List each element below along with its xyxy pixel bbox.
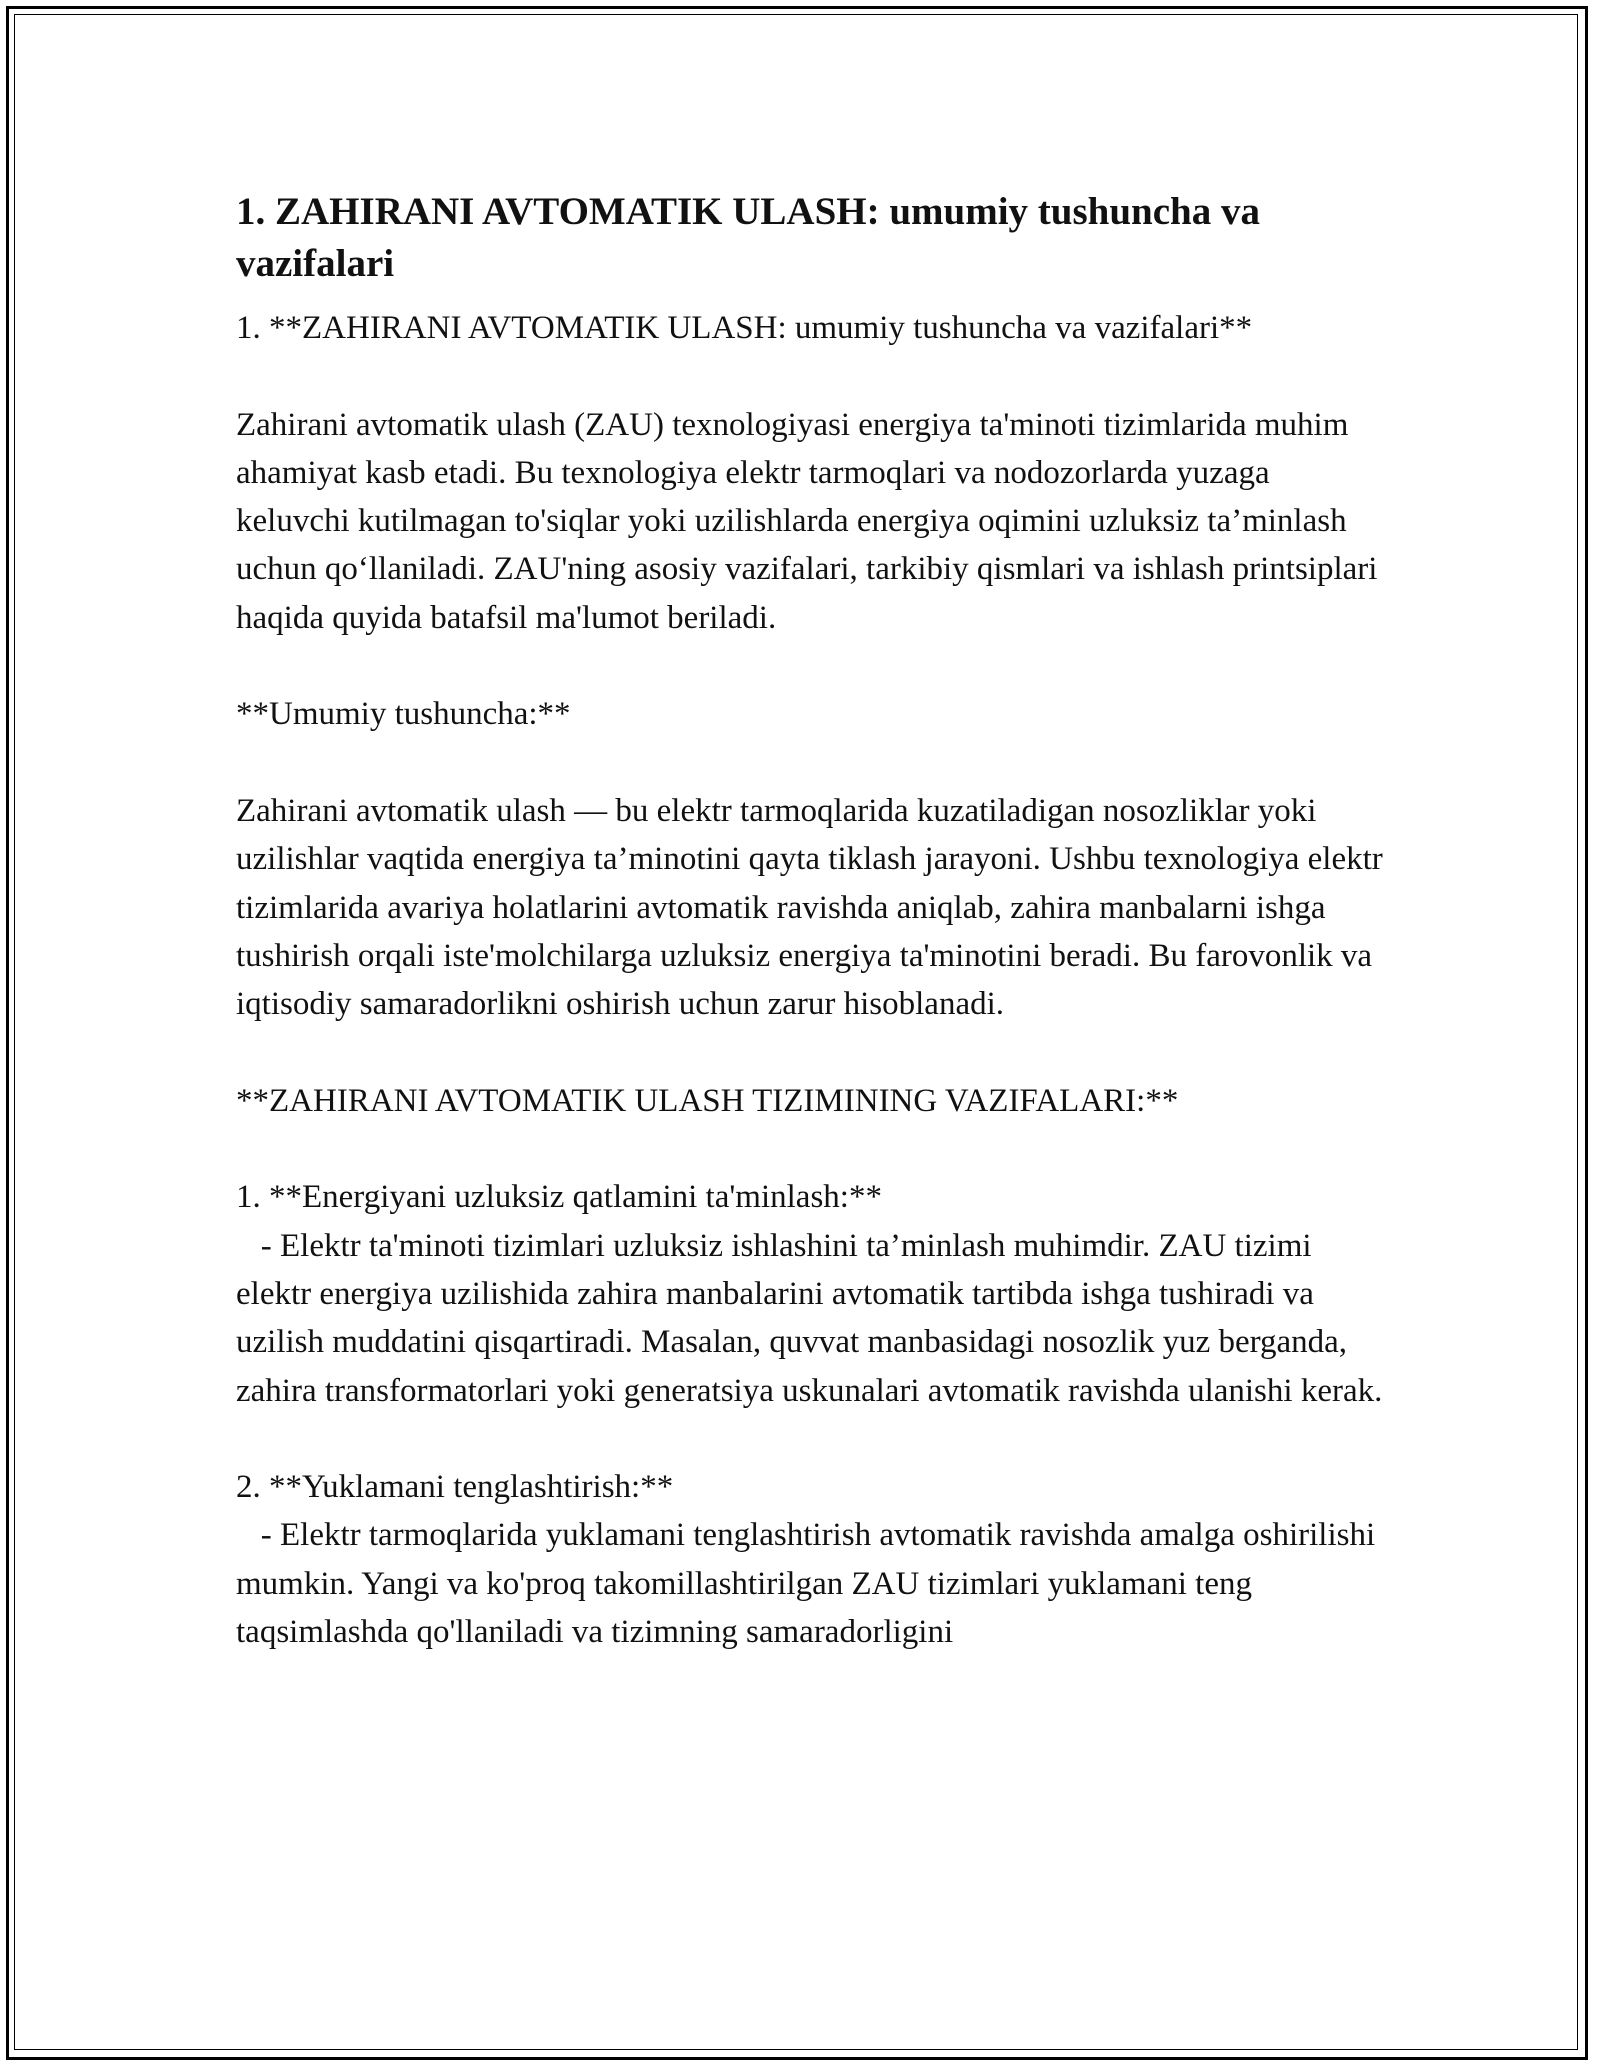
paragraph-general-concept: Zahirani avtomatik ulash — bu elektr tarmoqlarida kuzatiladigan nosozliklar yoki uzilishlar vaqtida energiya ta’minotini qayta tiklash jarayoni. Ushbu texnologiya elektr tizimlarida avariya holatlarini avtomatik ravishda aniqlab, zahira manbalarni ishga tushirish orqali iste'molchilarga uzluksiz energiya ta'minotini beradi. Bu farovonlik va iqtisodiy samaradorlikni oshirish uchun zarur hisoblanadi. [236, 792, 1391, 1023]
paragraph-gap [236, 352, 1386, 400]
paragraph-gap [236, 739, 1386, 787]
section-heading-general-concept: **Umumiy tushuncha:** [236, 696, 571, 733]
document-title: 1. ZAHIRANI AVTOMATIK ULASH: umumiy tushuncha va vazifalari [236, 190, 1260, 285]
list-item-load-balancing: 2. **Yuklamani tenglashtirish:** - Elektr tarmoqlarida yuklamani tenglashtirish avtomatik ravishda amalga oshirilishi mumkin. Yangi va ko'proq takomillashtirilgan ZAU tizimlari yuklamani teng taqsimlashda qo'llaniladi va tizimning samaradorligini [236, 1469, 1376, 1651]
paragraph-gap [236, 1125, 1386, 1173]
paragraph-gap [236, 1028, 1386, 1076]
document-body [236, 186, 1391, 1656]
list-item-energy-continuity: 1. **Energiyani uzluksiz qatlamini ta'minlash:** - Elektr ta'minoti tizimlari uzluksiz ishlashini ta’minlash muhimdir. ZAU tizimi elektr energiya uzilishida zahira manbalarini avtomatik tartibda ishga tushiradi va uzilish muddatini qisqartiradi. Masalan, quvvat manbasidagi nosozlik yuz berganda, zahira transformatorlari yoki generatsiya uskunalari avtomatik ravishda ulanishi kerak. [236, 1179, 1383, 1409]
paragraph-heading-repeat: 1. **ZAHIRANI AVTOMATIK ULASH: umumiy tushuncha va vazifalari** [236, 310, 1253, 346]
paragraph-gap [236, 642, 1386, 690]
paragraph-intro: Zahirani avtomatik ulash (ZAU) texnologiyasi energiya ta'minoti tizimlarida muhim ahamiyat kasb etadi. Bu texnologiya elektr tarmoqlari va nodozorlarda yuzaga keluvchi kutilmagan to'siqlar yoki uzilishlarda energiya oqimini uzluksiz ta’minlash uchun qo‘llaniladi. ZAU'ning asosiy vazifalari, tarkibiy qismlari va ishlash printsiplari haqida quyida batafsil ma'lumot beriladi. [236, 406, 1386, 636]
paragraph-gap [236, 1415, 1386, 1463]
section-heading-tasks: **ZAHIRANI AVTOMATIK ULASH TIZIMINING VAZIFALARI:** [236, 1082, 1179, 1119]
